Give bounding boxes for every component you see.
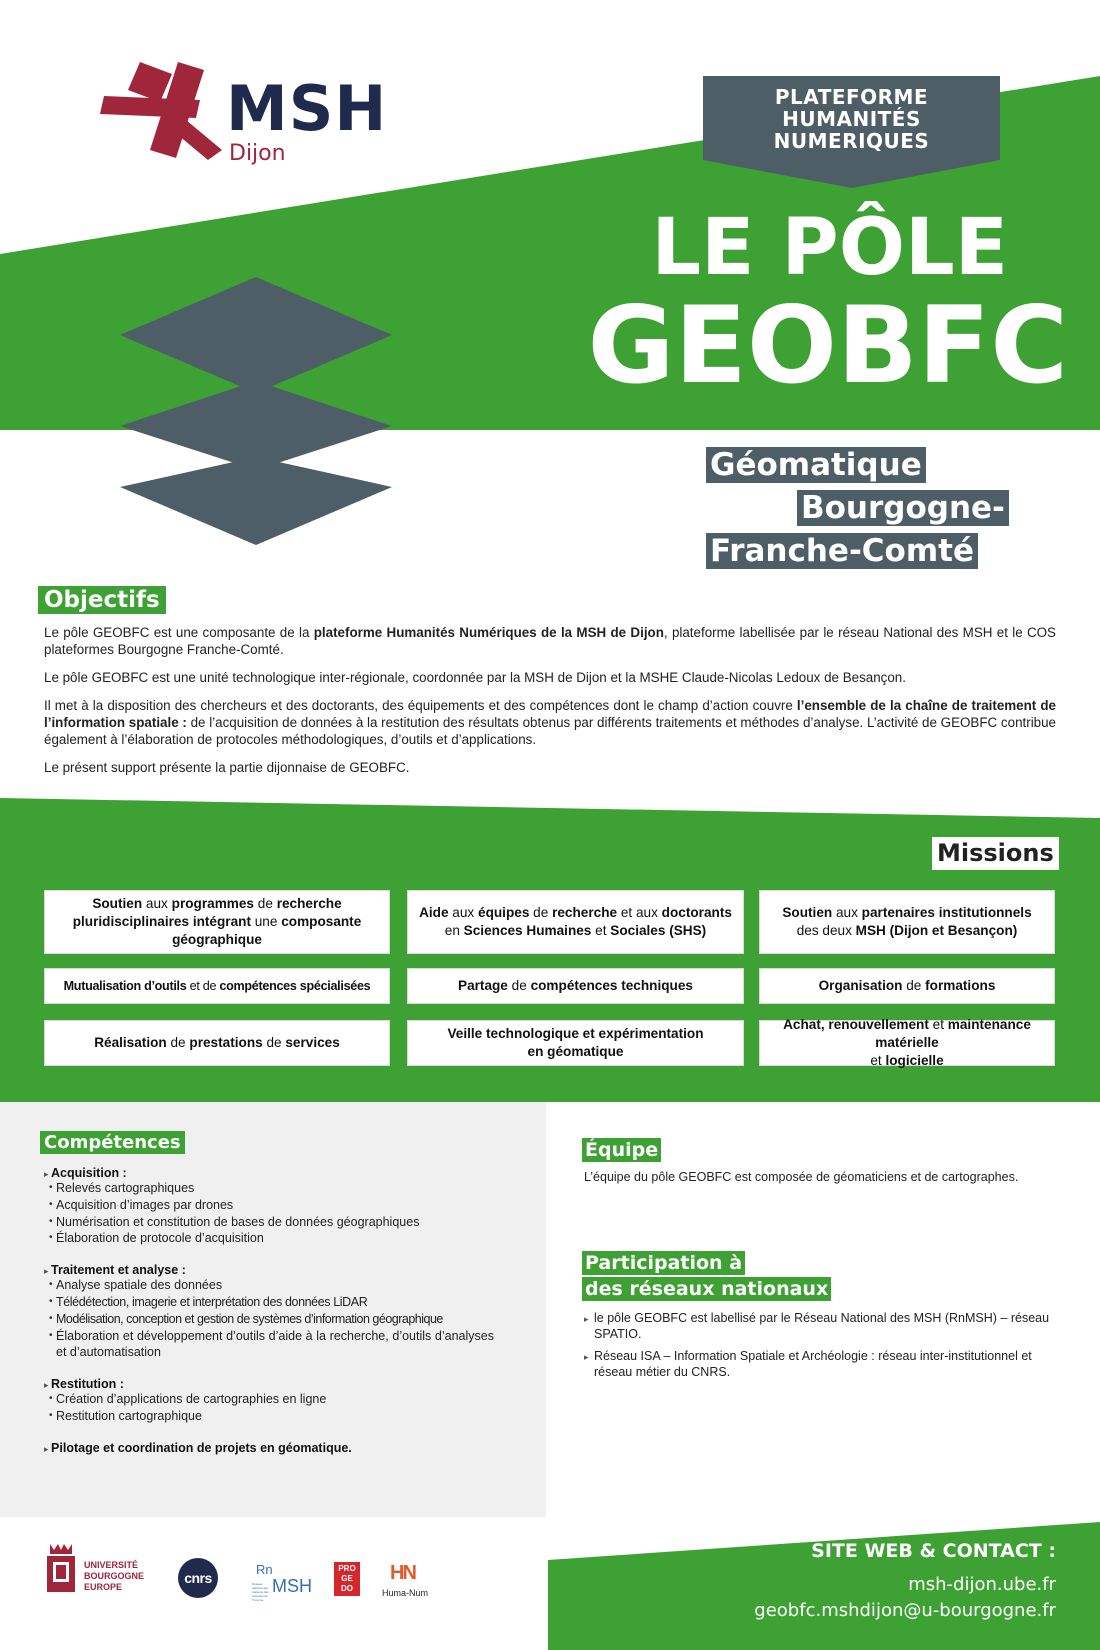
group-head: ▸ Restitution : bbox=[44, 1377, 494, 1391]
logo-rnmsh bbox=[252, 1562, 312, 1602]
subtitle-geomatique: Géomatique bbox=[706, 447, 926, 483]
mission-card-1: Soutien aux programmes de recherche pluridisciplinaires intégrant une composante géographique bbox=[44, 890, 390, 954]
ube-line-1: UNIVERSITÉ bbox=[84, 1560, 139, 1570]
crest-icon bbox=[44, 1542, 78, 1602]
ube-line-3: EUROPE bbox=[84, 1582, 123, 1592]
objectifs-paragraph-3: Il met à la disposition des chercheurs et des doctorants, des équipements et des compétences dont le champ d’action couvre l’ensemble de la chaîne de traitement de l’information spatiale : de l’acquisition de données à la restitution des résultats obtenus par différents traitements et méthodes d’analyse. L’activité de GEOBFC contribue également à l’élaboration de protocoles méthodologiques, d’outils et d’applications. bbox=[44, 698, 1057, 747]
mission-card-6: Organisation de formations bbox=[759, 968, 1055, 1004]
subtitle-franche-comte: Franche-Comté bbox=[706, 533, 978, 569]
logo-universite-bourgogne-europe bbox=[44, 1542, 154, 1604]
progedo-line-2: GE bbox=[341, 1574, 353, 1583]
participation-list bbox=[584, 1310, 1056, 1380]
list-item: ▸ le pôle GEOBFC est labellisé par le Réseau National des MSH (RnMSH) – réseau SPATIO. bbox=[584, 1310, 1056, 1342]
logo-msh-text: MSH bbox=[226, 72, 388, 145]
competences-group-traitement bbox=[44, 1263, 494, 1361]
contact-website-link[interactable]: msh-dijon.ube.fr bbox=[908, 1574, 1056, 1595]
list-item: • Analyse spatiale des données bbox=[44, 1277, 494, 1294]
list-item: • Télédétection, imagerie et interprétation des données LiDAR bbox=[44, 1294, 494, 1311]
competences-list bbox=[44, 1160, 494, 1455]
hero-line-1: LE PÔLE bbox=[651, 203, 1008, 293]
objectifs-paragraph-2: Le pôle GEOBFC est une unité technologique inter-régionale, coordonnée par la MSH de Dijon et la MSHE Claude-Nicolas Ledoux de Besançon. bbox=[44, 670, 906, 685]
participation-title-1: Participation à bbox=[582, 1251, 745, 1275]
equipe-text: L’équipe du pôle GEOBFC est composée de géomaticiens et de cartographes. bbox=[584, 1170, 1019, 1184]
contact-email-link[interactable]: geobfc.mshdijon@u-bourgogne.fr bbox=[754, 1600, 1056, 1621]
competences-final: ▸ Pilotage et coordination de projets en géomatique. bbox=[44, 1441, 494, 1455]
group-head: ▸ Acquisition : bbox=[44, 1166, 494, 1180]
mission-card-5: Partage de compétences techniques bbox=[407, 968, 744, 1004]
group-head: ▸ Traitement et analyse : bbox=[44, 1263, 494, 1277]
hero-line-2: GEOBFC bbox=[587, 284, 1068, 407]
cnrs-text: cnrs bbox=[184, 1570, 212, 1586]
list-item: • Numérisation et constitution de bases de données géographiques bbox=[44, 1214, 494, 1231]
objectifs-body bbox=[44, 624, 1056, 776]
equipe-title: Équipe bbox=[582, 1138, 661, 1162]
contact-title: SITE WEB & CONTACT : bbox=[811, 1540, 1056, 1562]
huma-num-mark: HN bbox=[390, 1562, 415, 1584]
rnmsh-rn: Rn bbox=[256, 1562, 273, 1577]
mission-card-7: Réalisation de prestations de services bbox=[44, 1020, 390, 1066]
banner-line-3: NUMERIQUES bbox=[773, 129, 930, 153]
logo-progedo bbox=[334, 1562, 360, 1596]
banner-line-1: PLATEFORME bbox=[774, 85, 929, 109]
msh-logo-mark bbox=[100, 62, 222, 160]
mission-card-2: Aide aux équipes de recherche et aux doctorants en Sciences Humaines et Sociales (SHS) bbox=[407, 890, 744, 954]
participation-title-2: des réseaux nationaux bbox=[582, 1277, 831, 1301]
list-item: • Élaboration de protocole d’acquisition bbox=[44, 1230, 494, 1247]
logo-cnrs bbox=[178, 1558, 218, 1598]
competences-group-acquisition bbox=[44, 1166, 494, 1247]
logo-dijon-text: Dijon bbox=[229, 141, 286, 166]
subtitle-bourgogne: Bourgogne- bbox=[797, 490, 1009, 526]
rnmsh-small: Réseau national des maisons des sciences de l’homme bbox=[252, 1582, 269, 1602]
ube-line-2: BOURGOGNE bbox=[84, 1571, 145, 1581]
huma-num-name: Huma-Num bbox=[382, 1588, 429, 1598]
mission-card-4: Mutualisation d’outils et de compétences spécialisées bbox=[44, 968, 390, 1004]
competences-group-restitution bbox=[44, 1377, 494, 1425]
logo-huma-num bbox=[382, 1562, 432, 1602]
list-item: • Acquisition d’images par drones bbox=[44, 1197, 494, 1214]
mission-card-8: Veille technologique et expérimentation en géomatique bbox=[407, 1020, 744, 1066]
objectifs-paragraph-1: Le pôle GEOBFC est une composante de la plateforme Humanités Numériques de la MSH de Dijon, plateforme labellisée par le réseau National des MSH et le COS plateformes Bourgogne Franche-Comté. bbox=[44, 625, 1056, 657]
mission-card-9: Achat, renouvellement et maintenance matérielle et logicielle bbox=[759, 1020, 1055, 1066]
rnmsh-msh: MSH bbox=[272, 1576, 312, 1596]
list-item: • Relevés cartographiques bbox=[44, 1180, 494, 1197]
progedo-line-1: PRO bbox=[338, 1564, 356, 1573]
list-item: • Restitution cartographique bbox=[44, 1408, 494, 1425]
list-item: ▸ Réseau ISA – Information Spatiale et Archéologie : réseau inter-institutionnel et réseau métier du CNRS. bbox=[584, 1348, 1056, 1380]
mission-card-3: Soutien aux partenaires institutionnels des deux MSH (Dijon et Besançon) bbox=[759, 890, 1055, 954]
list-item: • Modélisation, conception et gestion de systèmes d’information géographique bbox=[44, 1311, 494, 1328]
missions-title: Missions bbox=[932, 837, 1059, 870]
banner-label bbox=[703, 86, 1000, 152]
progedo-line-3: DO bbox=[341, 1584, 353, 1593]
banner-line-2: HUMANITÉS bbox=[782, 107, 921, 131]
list-item: • Élaboration et développement d’outils d’aide à la recherche, d’outils d’analyses et d’automatisation bbox=[44, 1328, 494, 1362]
list-item: • Création d’applications de cartographies en ligne bbox=[44, 1391, 494, 1408]
objectifs-title: Objectifs bbox=[38, 586, 166, 614]
objectifs-paragraph-4: Le présent support présente la partie dijonnaise de GEOBFC. bbox=[44, 760, 410, 775]
competences-title: Compétences bbox=[40, 1131, 185, 1154]
